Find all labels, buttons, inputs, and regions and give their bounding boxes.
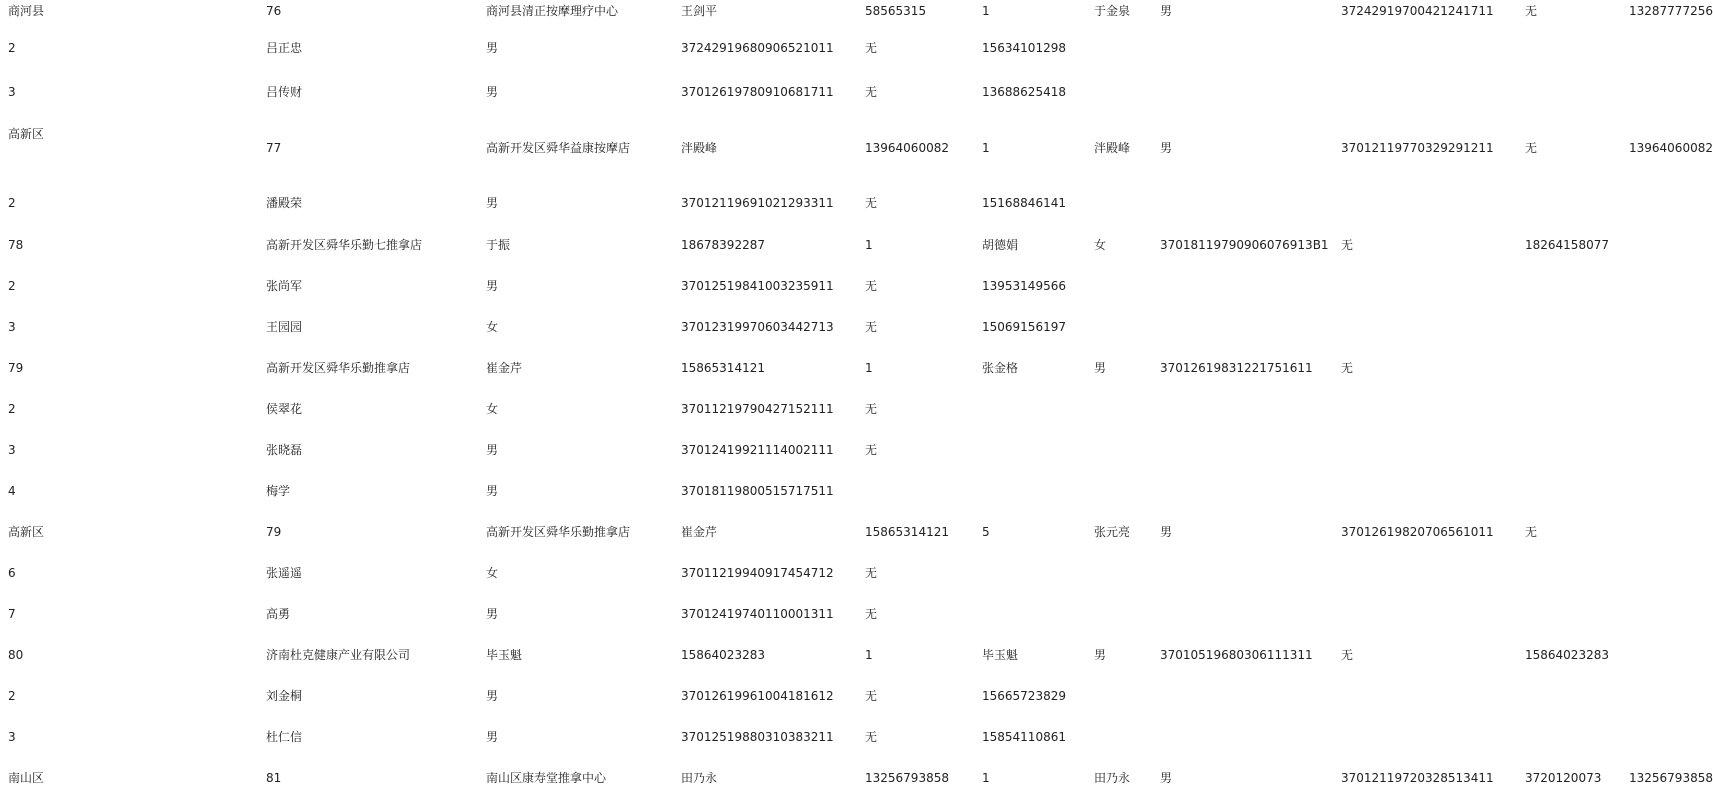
gender-cell: 男 [486,196,499,210]
id-number-cell: 370124197401100013​11 [681,607,834,621]
staff-phone-cell: 13964060082 [1629,141,1713,155]
staff-number-cell: 3 [8,730,16,744]
table-row [0,522,1713,542]
gender-cell: 男 [486,279,499,293]
shop-number-cell: 80 [8,648,24,662]
gender-cell: 男 [1160,4,1173,18]
staff-phone-cell: 13287777256 [1629,4,1713,18]
staff-name-cell: 王园园 [266,320,303,334]
staff-number-cell: 2 [8,689,16,703]
certificate-cell: 无 [865,443,878,457]
table-row [0,358,1713,378]
certificate-cell: 无 [1525,525,1538,539]
table-row [0,481,1713,501]
gender-cell: 男 [486,41,499,55]
certificate-cell: 无 [1341,648,1354,662]
staff-number-cell: 2 [8,196,16,210]
staff-number-cell: 2 [8,402,16,416]
table-row [0,38,1713,58]
staff-number-cell: 1 [982,141,990,155]
staff-name-cell: 梅学 [266,484,291,498]
shop-name-cell: 高新开发区舜华益康按摩店 [486,141,631,155]
staff-name-cell: 刘金桐 [266,689,303,703]
certificate-cell: 无 [865,85,878,99]
gender-cell: 男 [486,85,499,99]
staff-number-cell: 3 [8,85,16,99]
gender-cell: 男 [486,607,499,621]
staff-name-cell: 张金格 [982,361,1019,375]
staff-name-cell: 毕玉魁 [982,648,1019,662]
table-row [0,686,1713,706]
certificate-cell: 无 [865,320,878,334]
shop-name-cell: 高新开发区舜华乐勤推拿店 [266,361,411,375]
shop-name-cell: 高新开发区舜华乐勤推拿店 [486,525,631,539]
shop-number-cell: 79 [266,525,282,539]
staff-phone-cell: 15864023283 [1525,648,1609,662]
staff-number-cell: 1 [865,238,873,252]
gender-cell: 男 [1160,771,1173,785]
id-number-cell: 370112199409174547​12 [681,566,834,580]
table-row [0,317,1713,337]
certificate-cell: 无 [865,279,878,293]
certificate-cell: 无 [865,566,878,580]
staff-phone-cell: 15069156197 [982,320,1066,334]
certificate-cell: 无 [1341,361,1354,375]
id-number-cell: 370126199610041816​12 [681,689,834,703]
staff-name-cell: 张晓磊 [266,443,303,457]
district-cell: 商河县 [8,4,45,18]
gender-cell: 女 [486,402,499,416]
phone-cell: 18678392287 [681,238,765,252]
staff-number-cell: 4 [8,484,16,498]
staff-phone-cell: 15634101298 [982,41,1066,55]
id-number-cell: 370121197203285134​11 [1341,771,1494,785]
staff-number-cell: 1 [865,648,873,662]
gender-cell: 男 [1160,141,1173,155]
staff-phone-cell: 18264158077 [1525,238,1609,252]
certificate-cell: 无 [865,730,878,744]
certificate-cell: 无 [865,402,878,416]
gender-cell: 女 [486,320,499,334]
staff-number-cell: 7 [8,607,16,621]
table-row [0,727,1713,747]
gender-cell: 男 [486,689,499,703]
staff-number-cell: 2 [8,41,16,55]
gender-cell: 男 [486,730,499,744]
staff-phone-cell: 15665723829 [982,689,1066,703]
staff-name-cell: 吕正忠 [266,41,303,55]
table-row [0,645,1713,665]
staff-name-cell: 吕传财 [266,85,303,99]
id-number-cell: 370126197809106817​11 [681,85,834,99]
staff-name-cell: 张遥遥 [266,566,303,580]
staff-number-cell: 1 [982,771,990,785]
shop-number-cell: 78 [8,238,24,252]
shop-name-cell: 商河县清正按摩理疗中心 [486,4,619,18]
table-row [0,1,1713,21]
owner-cell: 崔金芹 [681,525,718,539]
district-cell: 高新区 [8,127,45,141]
id-number-cell: 370125198803103832​11 [681,730,834,744]
staff-phone-cell: 13256793858 [1629,771,1713,785]
id-number-cell: 370105196803061113​11 [1160,648,1313,662]
id-number-cell: 370121196910212933​11 [681,196,834,210]
staff-number-cell: 1 [982,4,990,18]
shop-number-cell: 81 [266,771,282,785]
phone-cell: 58565315 [865,4,927,18]
staff-number-cell: 3 [8,443,16,457]
owner-cell: 于振 [486,238,511,252]
table-row [0,604,1713,624]
staff-name-cell: 泮殿峰 [1094,141,1131,155]
id-number-cell: 370126198207065610​11 [1341,525,1494,539]
owner-cell: 王剑平 [681,4,718,18]
staff-name-cell: 杜仁信 [266,730,303,744]
certificate-cell: 无 [865,607,878,621]
staff-phone-cell: 13953149566 [982,279,1066,293]
id-number-cell: 370123199706034427​13 [681,320,834,334]
table-row [0,193,1713,213]
staff-name-cell: 田乃永 [1094,771,1131,785]
staff-number-cell: 3 [8,320,16,334]
staff-phone-cell: 13688625418 [982,85,1066,99]
district-cell: 高新区 [8,525,45,539]
shop-number-cell: 79 [8,361,24,375]
gender-cell: 男 [486,484,499,498]
owner-cell: 毕玉魁 [486,648,523,662]
table-row [0,235,1713,255]
gender-cell: 男 [1160,525,1173,539]
table-row [0,276,1713,296]
staff-number-cell: 1 [865,361,873,375]
staff-name-cell: 侯翠花 [266,402,303,416]
certificate-cell: 无 [865,689,878,703]
table-row [0,563,1713,583]
staff-number-cell: 6 [8,566,16,580]
table-row [0,138,1713,158]
id-number-cell: 370126198312217516​11 [1160,361,1313,375]
phone-cell: 15864023283 [681,648,765,662]
staff-name-cell: 张尚军 [266,279,303,293]
table-row [0,768,1713,788]
phone-cell: 15865314121 [865,525,949,539]
id-number-cell: 370181198005157175​11 [681,484,834,498]
certificate-cell: 无 [1525,141,1538,155]
staff-name-cell: 于金泉 [1094,4,1131,18]
staff-number-cell: 5 [982,525,990,539]
staff-phone-cell: 15168846141 [982,196,1066,210]
phone-cell: 13964060082 [865,141,949,155]
gender-cell: 男 [1094,648,1107,662]
certificate-cell: 无 [865,196,878,210]
staff-number-cell: 2 [8,279,16,293]
id-number-cell: 370121197703292912​11 [1341,141,1494,155]
shop-number-cell: 77 [266,141,282,155]
id-number-cell: 370125198410032359​11 [681,279,834,293]
phone-cell: 15865314121 [681,361,765,375]
gender-cell: 男 [1094,361,1107,375]
owner-cell: 田乃永 [681,771,718,785]
staff-name-cell: 胡德娟 [982,238,1019,252]
id-number-cell: 370124199211140021​11 [681,443,834,457]
gender-cell: 男 [486,443,499,457]
certificate-cell: 无 [1525,4,1538,18]
gender-cell: 女 [1094,238,1107,252]
gender-cell: 女 [486,566,499,580]
id-number-cell: 372429197004212417​11 [1341,4,1494,18]
staff-phone-cell: 15854110861 [982,730,1066,744]
shop-name-cell: 济南杜克健康产业有限公司 [266,648,411,662]
shop-number-cell: 76 [266,4,282,18]
staff-name-cell: 张元亮 [1094,525,1131,539]
certificate-cell: 无 [1341,238,1354,252]
district-cell: 南山区 [8,771,45,785]
id-number-cell: 370181197909060769​13B1 [1160,238,1329,252]
table-row [0,82,1713,102]
table-row [0,399,1713,419]
owner-cell: 泮殿峰 [681,141,718,155]
certificate-cell: 无 [865,41,878,55]
table-row [0,440,1713,460]
shop-name-cell: 高新开发区舜华乐勤七推拿店 [266,238,423,252]
certificate-cell: 3720120073 [1525,771,1602,785]
staff-name-cell: 高勇 [266,607,291,621]
owner-cell: 崔金芹 [486,361,523,375]
shop-name-cell: 南山区康寿堂推拿中心 [486,771,607,785]
id-number-cell: 372429196809065210​11 [681,41,834,55]
id-number-cell: 370112197904271521​11 [681,402,834,416]
staff-name-cell: 潘殿荣 [266,196,303,210]
phone-cell: 13256793858 [865,771,949,785]
